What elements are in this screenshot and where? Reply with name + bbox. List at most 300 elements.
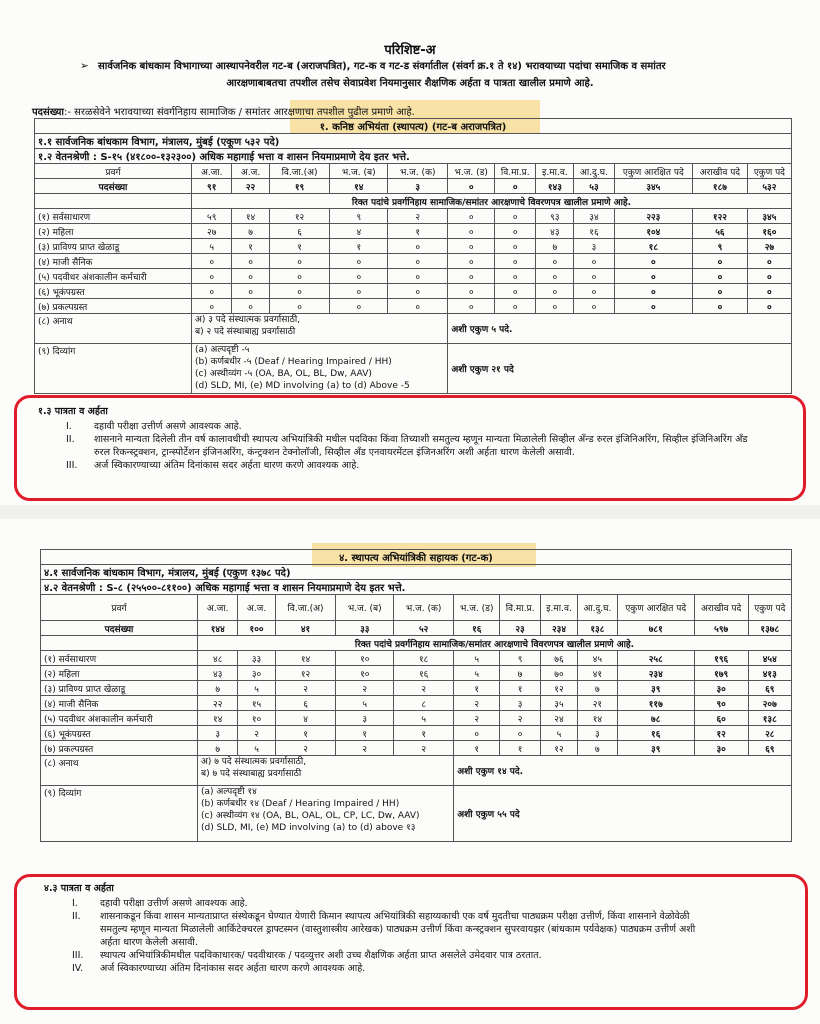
- cell-value: २: [275, 741, 336, 756]
- cell-value: १९६: [694, 651, 748, 666]
- section1-elig-list: [66, 420, 796, 472]
- section1-orphan-detail: [192, 314, 448, 344]
- cell-value: २४: [540, 711, 577, 726]
- cell-value: ११७: [617, 696, 694, 711]
- cell-value: १७९: [694, 666, 748, 681]
- table-row: [35, 269, 792, 284]
- cell-value: ९: [500, 651, 541, 666]
- cell-value: ०: [693, 284, 748, 299]
- section1-divyang-detail: [192, 344, 448, 394]
- cell-value: ६९: [748, 741, 791, 756]
- row-label: (५) पदवीधर अंशकालीन कर्मचारी: [35, 269, 192, 284]
- cell-value: १०: [336, 651, 394, 666]
- posts-value: ३४५: [614, 179, 692, 194]
- cell-value: ०: [454, 726, 500, 741]
- posts-value: २२: [232, 179, 269, 194]
- section4-elig-heading: ४.३ पात्रता व अर्हता: [44, 883, 114, 894]
- cell-value: ०: [448, 239, 495, 254]
- cell-value: ७: [198, 741, 238, 756]
- eligibility-number: I.: [66, 421, 72, 432]
- cell-value: ३४५: [747, 209, 791, 224]
- table-row: [35, 239, 792, 254]
- column-header: अ.जा.: [198, 595, 238, 621]
- eligibility-text: शासनाने मान्यता दिलेली तीन वर्ष कालावधीची स्थापत्य अभियांत्रिकी मधील पदविका किंवा तिच्याशी समतुल्य म्हणून मान्यता मिळालेली सिव्हील अँन्ड रुरल इंजिनिअरिंग, सिव्हील इंजिनिअरिंग अँड: [94, 434, 748, 445]
- cell-value: १४: [578, 711, 618, 726]
- section1-orphan-line-1: अ) ३ पदे संस्थात्मक प्रवर्गासाठी,: [195, 315, 301, 325]
- cell-value: ४: [330, 224, 388, 239]
- cell-value: १: [500, 741, 541, 756]
- cell-value: ०: [500, 726, 541, 741]
- cell-value: १०: [238, 711, 275, 726]
- eligibility-item: [72, 897, 792, 910]
- cell-value: ०: [495, 254, 536, 269]
- cell-value: ०: [574, 254, 614, 269]
- cell-value: ०: [495, 239, 536, 254]
- table-row: [41, 666, 792, 681]
- table-row: [41, 651, 792, 666]
- cell-value: ०: [192, 269, 232, 284]
- posts-value: २३: [500, 621, 541, 636]
- cell-value: ०: [232, 269, 269, 284]
- cell-value: २: [275, 681, 336, 696]
- cell-value: ३९: [617, 681, 694, 696]
- intro-arrow: ➢: [80, 60, 89, 72]
- cell-value: ३३: [238, 651, 275, 666]
- section4-orphan-label: (८) अनाथ: [41, 756, 198, 786]
- cell-value: ०: [747, 254, 791, 269]
- cell-value: ०: [747, 284, 791, 299]
- section1-orphan-label: (८) अनाथ: [35, 314, 192, 344]
- table-row: [41, 741, 792, 756]
- cell-value: १२: [694, 726, 748, 741]
- column-header: इ.मा.व.: [536, 164, 574, 179]
- section4-orphan-total: अशी एकुण १४ पदे.: [454, 756, 792, 786]
- cell-value: ५: [454, 651, 500, 666]
- column-header: एकुण आरक्षित पदे: [617, 595, 694, 621]
- section4-split-caption: रिक्त पदांचे प्रवर्गनिहाय सामाजिक/समांतर आरक्षणाचे विवरणपत्र खालील प्रमाणे आहे.: [198, 636, 792, 651]
- eligibility-text: रुरल रिकन्स्ट्रक्शन, ट्रान्स्पोर्टेशन इंजिनअरिंग, कंन्ट्रक्शन टेक्नोलॉजी, सिव्हील अँड एनवायरमेंटल इंजिनअरिंग अशी अर्हता धारण केलेली असावी.: [94, 447, 575, 458]
- cell-value: ०: [448, 284, 495, 299]
- cell-value: ९०: [694, 696, 748, 711]
- cell-value: २: [388, 209, 448, 224]
- row-label: (७) प्रकल्पग्रस्त: [41, 741, 198, 756]
- row-label: (३) प्राविण्य प्राप्त खेळाडू: [41, 681, 198, 696]
- cell-value: ३०: [238, 666, 275, 681]
- eligibility-item: [72, 910, 792, 923]
- cell-value: ३५: [540, 696, 577, 711]
- cell-value: ४१३: [748, 666, 791, 681]
- column-header: अराखीव पदे: [693, 164, 748, 179]
- divyang-line: (d) SLD, MI, (e) MD involving (a) to (d) Above -5: [195, 381, 410, 391]
- section4-pay: ४.२ वेतनश्रेणी : S-८ (२५५००-८११००) अधिक महागाई भत्ता व शासन नियमाप्रमाणे देय इतर भत्ते.: [41, 580, 792, 595]
- eligibility-item: [72, 949, 792, 962]
- section4-heading: ४. स्थापत्य अभियांत्रिकी सहायक (गट-क): [41, 550, 792, 565]
- cell-value: १६: [617, 726, 694, 741]
- cell-value: ५: [238, 741, 275, 756]
- table-row: [41, 711, 792, 726]
- intro-line-2: आरक्षणाबाबतचा तपशील तसेच सेवाप्रवेश नियमानुसार शैक्षणिक अर्हता व पात्रता खालील प्रमाणे आहे.: [226, 78, 594, 89]
- eligibility-item: [72, 962, 792, 975]
- cell-value: ०: [693, 269, 748, 284]
- cell-value: १: [500, 681, 541, 696]
- cell-value: ५: [454, 666, 500, 681]
- cell-value: १४: [198, 711, 238, 726]
- cell-value: ०: [388, 239, 448, 254]
- cell-value: १२: [540, 741, 577, 756]
- column-header: अराखीव पदे: [694, 595, 748, 621]
- eligibility-text: दहावी परीक्षा उत्तीर्ण असणे आवश्यक आहे.: [94, 421, 242, 432]
- cell-value: ०: [448, 299, 495, 314]
- cell-value: ०: [192, 254, 232, 269]
- cell-value: ७: [578, 741, 618, 756]
- cell-value: ३: [500, 696, 541, 711]
- cell-value: ०: [614, 269, 692, 284]
- cell-value: ४५: [578, 651, 618, 666]
- cell-value: २१: [578, 696, 618, 711]
- cell-value: २७: [192, 224, 232, 239]
- column-header: भ.ज. (ड): [448, 164, 495, 179]
- cell-value: ३: [198, 726, 238, 741]
- eligibility-text: स्थापत्य अभियांत्रिकीमधील पदविकाधारक/ पदवीधारक / पदव्युत्तर अशी उच्च शैक्षणिक अर्हता प्राप्त असलेले उमेदवार पात्र ठरतात.: [100, 950, 542, 961]
- section1-heading: १. कनिष्ठ अभियंता (स्थापत्य) (गट-ब अराजपत्रित): [35, 119, 792, 134]
- row-label: (२) महिला: [35, 224, 192, 239]
- section4-divyang-lines: [201, 786, 450, 834]
- cell-value: ०: [269, 254, 330, 269]
- cell-value: १८: [394, 651, 454, 666]
- posts-value: ३: [388, 179, 448, 194]
- eligibility-text: दहावी परीक्षा उत्तीर्ण असणे आवश्यक आहे.: [100, 898, 248, 909]
- table-row: [35, 209, 792, 224]
- cell-value: ३०: [694, 741, 748, 756]
- section1-elig-heading: १.३ पात्रता व अर्हता: [38, 406, 108, 417]
- cell-value: २२: [198, 696, 238, 711]
- table-row: [35, 299, 792, 314]
- cell-value: १६: [394, 666, 454, 681]
- eligibility-number: IV.: [72, 963, 84, 974]
- cell-value: ५: [192, 239, 232, 254]
- cell-value: ५: [540, 726, 577, 741]
- cell-value: १६: [574, 224, 614, 239]
- section4-column-headers: [41, 595, 792, 621]
- column-header: इ.मा.व.: [540, 595, 577, 621]
- cell-value: ०: [448, 209, 495, 224]
- row-label: (३) प्राविण्य प्राप्त खेळाडू: [35, 239, 192, 254]
- cell-value: ०: [448, 224, 495, 239]
- page-gap: [0, 505, 820, 519]
- column-header: एकुण पदे: [747, 164, 791, 179]
- cell-value: ०: [495, 284, 536, 299]
- column-header: वि.जा.(अ): [269, 164, 330, 179]
- eligibility-text: समतुल्य म्हणून मान्यता मिळालेली आर्किटेक्चरल ड्राफ्टस्मन (वास्तुशास्त्रीय आरेखक) पाठ्यक्रम उत्तीर्ण किंवा कन्स्ट्रक्शन सुपरवायझर (बांधकाम पर्यवेक्षक) पाठ्यक्रम उत्तीर्ण अशी: [100, 924, 696, 935]
- cell-value: ०: [747, 299, 791, 314]
- cell-value: ४५४: [748, 651, 791, 666]
- cell-value: ०: [232, 284, 269, 299]
- cell-value: ०: [388, 284, 448, 299]
- cell-value: १२: [540, 681, 577, 696]
- table-row: [35, 254, 792, 269]
- column-header: वि.मा.प्र.: [500, 595, 541, 621]
- cell-value: ३: [578, 726, 618, 741]
- cell-value: ८: [394, 696, 454, 711]
- section4-divyang-label: (९) दिव्यांग: [41, 786, 198, 842]
- posts-value: ५३: [574, 179, 614, 194]
- cell-value: १: [330, 239, 388, 254]
- cell-value: ६०: [694, 711, 748, 726]
- divyang-line: (a) अल्पदृष्टी १४: [201, 787, 257, 797]
- cell-value: ०: [232, 254, 269, 269]
- cell-value: ४३: [198, 666, 238, 681]
- cell-value: १: [232, 239, 269, 254]
- cell-value: ३९: [617, 741, 694, 756]
- row-label: (७) प्रकल्पग्रस्त: [35, 299, 192, 314]
- section4-posts-row: [41, 621, 792, 636]
- cell-value: ०: [747, 269, 791, 284]
- column-header: भ.ज. (ब): [330, 164, 388, 179]
- lead-label: पदसंख्या: [32, 107, 64, 118]
- column-header: प्रवर्ग: [41, 595, 198, 621]
- cell-value: ७: [536, 239, 574, 254]
- cell-value: ०: [448, 254, 495, 269]
- table-row: [41, 696, 792, 711]
- cell-value: ०: [192, 299, 232, 314]
- column-header: भ.ज. (क): [394, 595, 454, 621]
- divyang-line: (c) अस्थीव्यंग १४ (OA, BL, OAL, OL, CP, LC, Dw, AAV): [201, 811, 420, 821]
- cell-value: १: [388, 224, 448, 239]
- section4-elig-list: [72, 897, 792, 975]
- cell-value: ०: [330, 269, 388, 284]
- cell-value: ३४: [574, 209, 614, 224]
- cell-value: २: [336, 681, 394, 696]
- section4-orphan-line-2: ब) ७ पदे संस्थाबाह्य प्रवर्गासाठी: [201, 769, 302, 779]
- cell-value: १: [336, 726, 394, 741]
- cell-value: २: [454, 711, 500, 726]
- column-header: भ.ज. (ब): [336, 595, 394, 621]
- eligibility-number: III.: [66, 460, 78, 471]
- page-title: परिशिष्ट-अ: [384, 43, 436, 58]
- cell-value: ९: [330, 209, 388, 224]
- posts-value: ५९७: [694, 621, 748, 636]
- cell-value: ७६: [540, 651, 577, 666]
- table-row: [41, 726, 792, 741]
- cell-value: १२: [275, 666, 336, 681]
- cell-value: २: [238, 726, 275, 741]
- eligibility-text: अर्ज स्विकारण्याच्या अंतिम दिनांकास सदर अर्हता धारण करणे आवश्यक आहे.: [94, 460, 360, 471]
- page-top: [0, 0, 820, 505]
- cell-value: ०: [614, 299, 692, 314]
- cell-value: ०: [693, 299, 748, 314]
- cell-value: ०: [388, 299, 448, 314]
- row-label: (४) माजी सैनिक: [41, 696, 198, 711]
- eligibility-number: II.: [72, 911, 81, 922]
- cell-value: २०७: [748, 696, 791, 711]
- column-header: वि.मा.प्र.: [495, 164, 536, 179]
- posts-value: ५२: [394, 621, 454, 636]
- posts-value: १४४: [198, 621, 238, 636]
- column-header: प्रवर्ग: [35, 164, 192, 179]
- cell-value: ०: [269, 284, 330, 299]
- cell-value: १५: [238, 696, 275, 711]
- cell-value: १०: [336, 666, 394, 681]
- cell-value: ६: [275, 696, 336, 711]
- eligibility-number: I.: [72, 898, 78, 909]
- cell-value: २८: [748, 726, 791, 741]
- section4-divyang-detail: [198, 786, 454, 842]
- posts-value: १३७८: [748, 621, 791, 636]
- cell-value: ७: [578, 681, 618, 696]
- cell-value: ४३: [536, 224, 574, 239]
- cell-value: ०: [614, 254, 692, 269]
- section4-orphan-line-1: अ) ७ पदे संस्थात्मक प्रवर्गासाठी,: [201, 757, 307, 767]
- lead-body: :- सरळसेवेने भरावयाच्या संवर्गनिहाय सामाजिक / समांतर आरक्षणाचा तपशील पुढील प्रमाणे आहे.: [64, 107, 415, 118]
- posts-label: पदसंख्या: [41, 621, 198, 636]
- posts-value: १३८: [578, 621, 618, 636]
- cell-value: ०: [574, 284, 614, 299]
- divyang-line: (c) अस्थीव्यंग -५ (OA, BA, OL, BL, Dw, AAV): [195, 369, 372, 379]
- section1-dept: १.१ सार्वजनिक बांधकाम विभाग, मंत्रालय, मुंबई (एकूण ५३२ पदे): [35, 134, 792, 149]
- cell-value: ७: [198, 681, 238, 696]
- eligibility-item: [66, 446, 796, 459]
- posts-value: १४: [330, 179, 388, 194]
- section4-dept: ४.१ सार्वजनिक बांधकाम विभाग, मंत्रालय, मुंबई (एकुण १३७८ पदे): [41, 565, 792, 580]
- cell-value: ०: [495, 224, 536, 239]
- cell-value: ०: [536, 284, 574, 299]
- cell-value: १२२: [693, 209, 748, 224]
- divyang-line: (b) कर्णबधीर १४ (Deaf / Hearing Impaired / HH): [201, 799, 400, 809]
- section1-split-caption: रिक्त पदांचे प्रवर्गनिहाय सामाजिक/समांतर आरक्षणाचे विवरणपत्र खालील प्रमाणे आहे.: [192, 194, 792, 209]
- cell-value: १: [454, 741, 500, 756]
- posts-value: १००: [238, 621, 275, 636]
- section1-pay: १.२ वेतनश्रेणी : S-१५ (४१८००-१३२३००) अधिक महागाई भत्ता व शासन नियमाप्रमाणे देय इतर भत्ते.: [35, 149, 792, 164]
- cell-value: १: [275, 726, 336, 741]
- row-label: (१) सर्वसाधारण: [41, 651, 198, 666]
- cell-value: ९३: [536, 209, 574, 224]
- cell-value: २: [336, 741, 394, 756]
- cell-value: ०: [269, 299, 330, 314]
- cell-value: २: [394, 741, 454, 756]
- cell-value: १२: [269, 209, 330, 224]
- column-header: अ.ज.: [232, 164, 269, 179]
- column-header: आ.दु.घ.: [578, 595, 618, 621]
- table-row: [41, 681, 792, 696]
- divyang-line: (d) SLD, MI, (e) MD involving (a) to (d) above १३: [201, 823, 416, 833]
- divyang-line: (a) अल्पदृष्टी -५: [195, 345, 250, 355]
- cell-value: ६९: [748, 681, 791, 696]
- posts-value: ०: [448, 179, 495, 194]
- cell-value: ९: [693, 239, 748, 254]
- section1-divyang-total: अशी एकुण २१ पदे: [448, 344, 792, 394]
- cell-value: ०: [574, 299, 614, 314]
- posts-value: ९१: [192, 179, 232, 194]
- cell-value: ०: [232, 299, 269, 314]
- eligibility-item: [66, 459, 796, 472]
- cell-value: १०४: [614, 224, 692, 239]
- cell-value: ०: [536, 254, 574, 269]
- cell-value: १३८: [748, 711, 791, 726]
- posts-value: ७८१: [617, 621, 694, 636]
- section1-table: [34, 118, 792, 394]
- cell-value: ३०: [694, 681, 748, 696]
- section4-orphan-detail: [198, 756, 454, 786]
- posts-value: ४१: [275, 621, 336, 636]
- row-label: (६) भूकंपग्रस्त: [41, 726, 198, 741]
- cell-value: ०: [192, 284, 232, 299]
- section4-divyang-total: अशी एकुण ५५ पदे: [454, 786, 792, 842]
- cell-value: ५६: [693, 224, 748, 239]
- cell-value: ४१: [578, 666, 618, 681]
- row-label: (५) पदवीधर अंशकालीन कर्मचारी: [41, 711, 198, 726]
- cell-value: ०: [388, 254, 448, 269]
- cell-value: ४८: [198, 651, 238, 666]
- cell-value: ०: [495, 269, 536, 284]
- lead-text: [32, 104, 415, 118]
- cell-value: १: [454, 681, 500, 696]
- intro-line-1: सार्वजनिक बांधकाम विभागाच्या आस्थापनेवरील गट-ब (अराजपत्रित), गट-क व गट-ड संवर्गातील (संवर्ग क्र.१ ते १४) भरावयाच्या पदांचा समाजिक व समांतर: [98, 61, 666, 72]
- eligibility-text: अर्ज स्विकारण्याच्या अंतिम दिनांकास सदर अर्हता धारण करणे आवश्यक आहे.: [100, 963, 366, 974]
- cell-value: ०: [614, 284, 692, 299]
- cell-value: २: [394, 681, 454, 696]
- section1-column-headers: [35, 164, 792, 179]
- column-header: वि.जा.(अ): [275, 595, 336, 621]
- section1-orphan-line-2: ब) २ पदे संस्थाबाह्य प्रवर्गासाठी: [195, 327, 296, 337]
- cell-value: ७८: [617, 711, 694, 726]
- eligibility-number: III.: [72, 950, 84, 961]
- eligibility-number: II.: [66, 434, 75, 445]
- cell-value: १: [394, 726, 454, 741]
- cell-value: १: [269, 239, 330, 254]
- cell-value: ३: [336, 711, 394, 726]
- cell-value: ०: [495, 209, 536, 224]
- section4-table: [40, 549, 792, 842]
- section1-rows: [35, 209, 792, 314]
- cell-value: ५: [394, 711, 454, 726]
- row-label: (४) माजी सैनिक: [35, 254, 192, 269]
- cell-value: ०: [536, 299, 574, 314]
- column-header: आ.दु.घ.: [574, 164, 614, 179]
- cell-value: ५: [336, 696, 394, 711]
- column-header: अ.ज.: [238, 595, 275, 621]
- eligibility-item: [66, 433, 796, 446]
- row-label: (६) भूकंपग्रस्त: [35, 284, 192, 299]
- column-header: एकुण पदे: [748, 595, 791, 621]
- posts-value: ३३: [336, 621, 394, 636]
- section1-orphan-total: अशी एकुण ५ पदे.: [448, 314, 792, 344]
- cell-value: ०: [388, 269, 448, 284]
- column-header: भ.ज. (क): [388, 164, 448, 179]
- cell-value: ६: [269, 224, 330, 239]
- row-label: (२) महिला: [41, 666, 198, 681]
- posts-value: १९: [269, 179, 330, 194]
- posts-value: २३४: [540, 621, 577, 636]
- eligibility-text: अर्हता धारण केलेली असावी.: [100, 937, 198, 948]
- cell-value: ०: [536, 269, 574, 284]
- cell-value: ०: [330, 299, 388, 314]
- row-label: (१) सर्वसाधारण: [35, 209, 192, 224]
- cell-value: ०: [330, 284, 388, 299]
- posts-value: १४३: [536, 179, 574, 194]
- cell-value: ५९: [192, 209, 232, 224]
- cell-value: १४: [275, 651, 336, 666]
- cell-value: २७: [747, 239, 791, 254]
- eligibility-text: शासनाकडून किंवा शासन मान्यताप्राप्त संस्थेकडून घेण्यात येणारी किमान स्थापत्य अभियांत्रिकी सहाय्यकाची एक वर्ष मुदतीचा पाठ्यक्रम परीक्षा उत्तीर्ण, किंवा शासनाने वेळोवेळी: [100, 911, 690, 922]
- column-header: एकुण आरक्षित पदे: [614, 164, 692, 179]
- cell-value: १४: [232, 209, 269, 224]
- cell-value: २३४: [617, 666, 694, 681]
- cell-value: ०: [269, 269, 330, 284]
- column-header: भ.ज. (ड): [454, 595, 500, 621]
- table-row: [35, 284, 792, 299]
- table-row: [35, 224, 792, 239]
- cell-value: ७: [500, 666, 541, 681]
